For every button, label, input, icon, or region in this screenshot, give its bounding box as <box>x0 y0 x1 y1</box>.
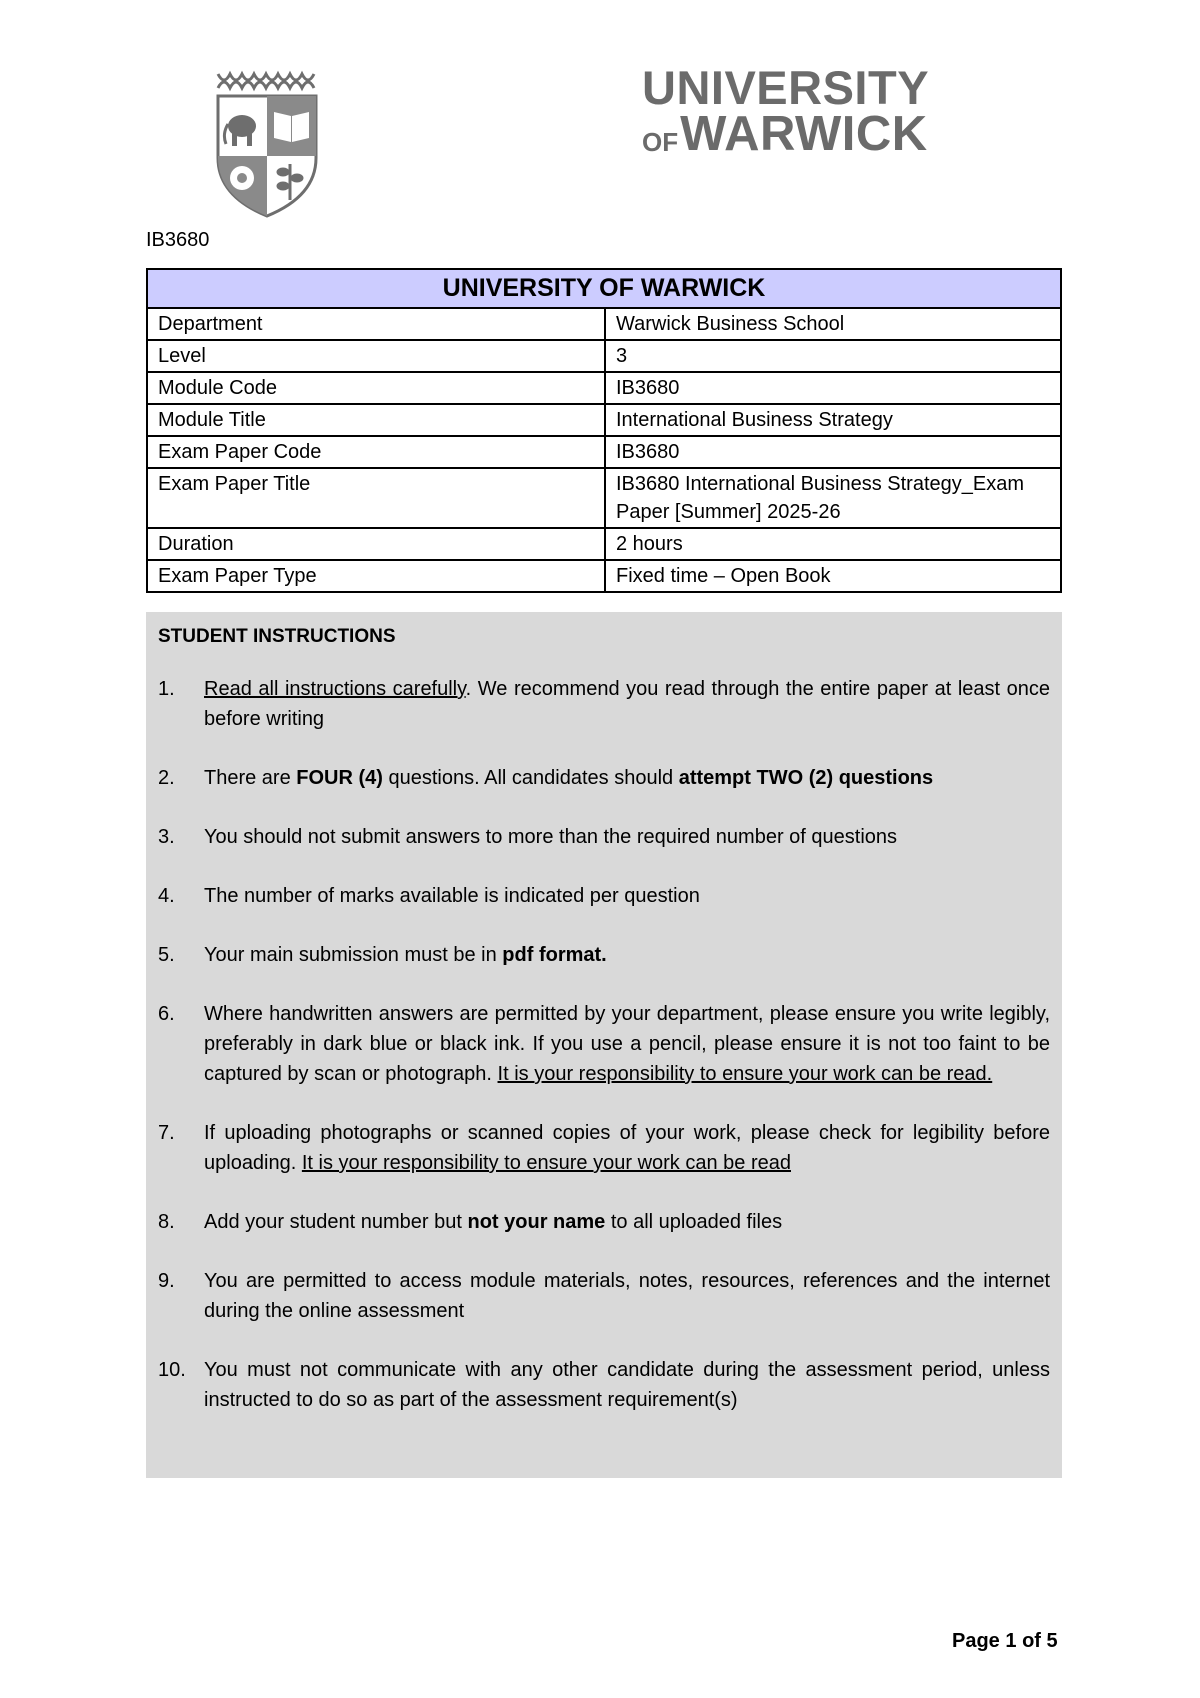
instruction-number: 3. <box>158 826 175 848</box>
info-label: Department <box>147 308 605 340</box>
info-row-exam-paper-type <box>147 560 1061 592</box>
page-number <box>952 1630 1058 1653</box>
university-wordmark-logo <box>642 61 972 161</box>
module-code-header: IB3680 <box>146 229 210 251</box>
info-row-module-title <box>147 404 1061 436</box>
instruction-item <box>158 822 1050 852</box>
info-label: Module Code <box>147 372 605 404</box>
instruction-text: If uploading photographs or scanned copies of your work, please check for legibility before uploading. It is your responsibility to ensure your work can be read <box>204 1122 1050 1174</box>
info-label: Duration <box>147 528 605 560</box>
info-row-level <box>147 340 1061 372</box>
instruction-number: 5. <box>158 944 175 966</box>
info-row-duration <box>147 528 1061 560</box>
info-value: Warwick Business School <box>605 308 1061 340</box>
info-value: 2 hours <box>605 528 1061 560</box>
instruction-number: 9. <box>158 1270 175 1292</box>
page-word: Page <box>952 1630 1000 1652</box>
instruction-item <box>158 1207 1050 1237</box>
instruction-text: Add your student number but not your name to all uploaded files <box>204 1211 783 1233</box>
module-info-table <box>146 268 1062 593</box>
instruction-text: You must not communicate with any other candidate during the assessment period, unless instructed to do so as part of the assessment requirement(s) <box>204 1359 1050 1411</box>
instruction-number: 2. <box>158 767 175 789</box>
instruction-number: 8. <box>158 1211 175 1233</box>
instruction-item <box>158 763 1050 793</box>
instruction-number: 6. <box>158 1003 175 1025</box>
instruction-text: Your main submission must be in pdf format. <box>204 944 607 966</box>
instruction-item <box>158 1355 1050 1415</box>
info-value: IB3680 <box>605 372 1061 404</box>
info-value: International Business Strategy <box>605 404 1061 436</box>
info-value: IB3680 International Business Strategy_Exam Paper [Summer] 2025-26 <box>605 468 1061 528</box>
instruction-number: 4. <box>158 885 175 907</box>
info-row-module-code <box>147 372 1061 404</box>
info-row-department <box>147 308 1061 340</box>
info-row-exam-paper-code <box>147 436 1061 468</box>
instruction-item <box>158 1118 1050 1178</box>
instructions-list <box>158 674 1050 1444</box>
wordmark-warwick: WARWICK <box>680 107 928 161</box>
student-instructions-box <box>146 612 1062 1478</box>
instruction-number: 1. <box>158 678 175 700</box>
info-table-heading: UNIVERSITY OF WARWICK <box>147 269 1061 308</box>
instruction-number: 10. <box>158 1359 186 1381</box>
instruction-number: 7. <box>158 1122 175 1144</box>
info-label: Exam Paper Code <box>147 436 605 468</box>
instruction-text: There are FOUR (4) questions. All candidates should attempt TWO (2) questions <box>204 767 934 789</box>
info-label: Exam Paper Type <box>147 560 605 592</box>
info-label: Exam Paper Title <box>147 468 605 528</box>
info-label: Module Title <box>147 404 605 436</box>
info-value: 3 <box>605 340 1061 372</box>
instruction-text: You are permitted to access module materials, notes, resources, references and the internet during the online assessment <box>204 1270 1050 1322</box>
instruction-text: You should not submit answers to more than the required number of questions <box>204 826 898 848</box>
instruction-item <box>158 999 1050 1089</box>
instruction-item <box>158 881 1050 911</box>
wordmark-university: UNIVERSITY <box>642 61 930 114</box>
wordmark-of: OF <box>642 127 679 157</box>
instruction-text: Where handwritten answers are permitted by your department, please ensure you write legibly, preferably in dark blue or black ink. If you use a pencil, please ensure it is not too faint to be captured by scan or photograph. It is your responsibility to ensure your work can be read. <box>204 1003 1050 1085</box>
info-value: Fixed time – Open Book <box>605 560 1061 592</box>
info-row-exam-paper-title <box>147 468 1061 528</box>
page-total: 5 <box>1046 1630 1058 1652</box>
university-crest-icon <box>212 68 322 218</box>
info-label: Level <box>147 340 605 372</box>
instruction-item <box>158 674 1050 734</box>
instructions-title: STUDENT INSTRUCTIONS <box>158 626 396 647</box>
instruction-item <box>158 940 1050 970</box>
instruction-text: The number of marks available is indicated per question <box>204 885 700 907</box>
info-value: IB3680 <box>605 436 1061 468</box>
page-current: 1 <box>1005 1630 1017 1652</box>
page-of-word: of <box>1022 1630 1041 1652</box>
instruction-text: Read all instructions carefully. We recommend you read through the entire paper at least once before writing <box>204 678 1050 730</box>
instruction-item <box>158 1266 1050 1326</box>
